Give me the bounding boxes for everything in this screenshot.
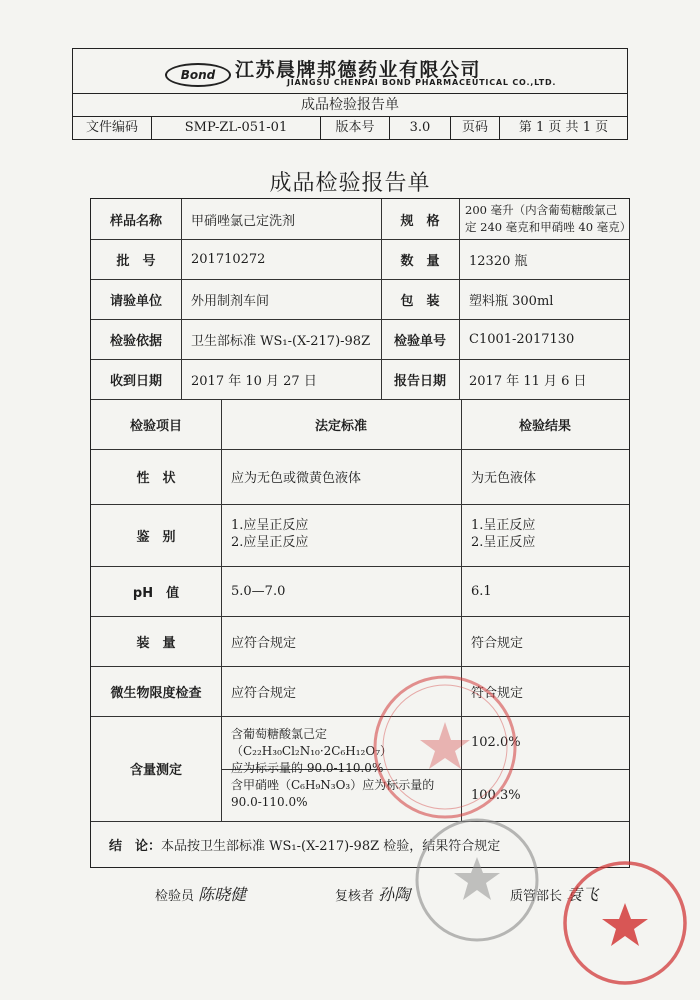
standard-identification [221,517,461,557]
standard-ident-1: 1.应呈正反应 [231,518,309,533]
standard-assay-metronidazole [221,777,461,817]
assay-mtz-line-1: 含甲硝唑（C₆H₉N₃O₃）应为标示量的 [231,778,435,792]
page-value: 第 1 页 共 1 页 [518,120,609,135]
result-assay-chlorhexidine: 102.0% [471,735,521,750]
spec-value [459,202,632,238]
version-label: 版本号 [321,117,390,139]
quality-dept-red-stamp [560,858,690,988]
item-appearance: 性 状 [136,471,176,486]
page-label: 页码 [451,117,500,139]
result-appearance: 为无色液体 [471,471,537,486]
result-fill-volume: 符合规定 [471,635,524,651]
qa-handwriting: 袁飞 [566,885,599,904]
conclusion-label: 结 论： [109,838,162,854]
qty-value: 12320 瓶 [469,253,528,269]
reviewer-handwriting: 孙陶 [378,885,411,904]
standard-microbial: 应符合规定 [231,685,297,701]
standard-ph: 5.0—7.0 [231,583,286,599]
result-ident-2: 2.呈正反应 [471,535,536,550]
doc-no: SMP-ZL-051-01 [152,117,321,139]
result-ident-1: 1.呈正反应 [471,518,536,533]
item-microbial: 微生物限度检查 [110,685,202,701]
item-assay: 含量测定 [129,763,182,778]
standard-ident-2: 2.应呈正反应 [231,535,309,550]
document-header [72,48,628,140]
conclusion-text: 本品按卫生部标准 WS₁-(X-217)-98Z 检验，结果符合规定 [161,838,501,854]
report-date-label: 报告日期 [393,373,446,389]
assay-chx-line-2: 应为标示量的 90.0-110.0% [231,761,384,775]
standard-assay-chlorhexidine [221,726,461,775]
version: 3.0 [390,117,451,139]
result-microbial: 符合规定 [471,685,524,701]
col-header-item: 检验项目 [129,418,182,434]
standard-fill-volume: 应符合规定 [231,635,297,651]
company-banner [73,49,627,94]
reviewer-signature [335,882,410,905]
report-no-value: C1001-2017130 [469,331,575,347]
standard-appearance: 应为无色或微黄色液体 [231,471,362,486]
report-date: 2017 年 11 月 6 日 [469,373,587,389]
item-identification: 鉴 别 [136,529,176,545]
form-title: 成品检验报告单 [73,94,627,117]
basis-value: 卫生部标准 WS₁-(X-217)-98Z [191,333,371,349]
inspector-handwriting: 陈晓健 [198,885,247,904]
spec-line-2: 定 240 毫克和甲硝唑 40 毫克） [465,220,632,234]
sample-name-label: 样品名称 [109,213,162,229]
col-header-result: 检验结果 [518,418,571,434]
requester-value: 外用制剂车间 [191,293,270,309]
report-title: 成品检验报告单 [269,171,431,196]
sample-name: 甲硝唑氯己定洗剂 [191,213,296,229]
reviewer-label: 复核者 [335,889,375,904]
qa-signature [510,882,598,905]
inspector-signature [155,882,246,905]
result-ph: 6.1 [471,583,492,599]
spec-line-1: 200 毫升（内含葡萄糖酸氯己 [465,203,618,217]
doc-no-label: 文件编码 [73,117,152,139]
inspector-label: 检验员 [155,889,195,904]
report-table [90,198,630,868]
company-name-en: JIANGSU CHENPAI BOND PHARMACEUTICAL CO.,LTD. [287,78,557,87]
result-identification [461,517,629,557]
batch-label: 批 号 [116,253,156,269]
received-date: 2017 年 10 月 27 日 [191,373,317,389]
spec-label: 规 格 [400,213,440,229]
package-value: 塑料瓶 300ml [469,293,554,309]
item-ph: pH 值 [132,585,180,601]
company-name-cn: 江苏晨牌邦德药业有限公司 [235,59,482,81]
report-no-label: 检验单号 [393,333,446,349]
qa-label: 质管部长 [510,889,563,904]
qty-label: 数 量 [400,253,440,269]
assay-chx-line-1: 含葡萄糖酸氯己定（C₂₂H₃₀Cl₂N₁₀·2C₆H₁₂O₇） [231,727,393,758]
received-label: 收到日期 [109,373,162,389]
company-logo: Bond [165,63,231,87]
col-header-standard: 法定标准 [314,418,367,434]
basis-label: 检验依据 [109,333,162,349]
requester-label: 请验单位 [109,293,162,309]
batch-number: 201710272 [191,251,266,267]
package-label: 包 装 [400,293,440,309]
result-assay-metronidazole: 100.3% [471,787,521,803]
item-fill-volume: 装 量 [136,635,176,651]
doc-meta-row [73,117,627,139]
conclusion [109,821,624,867]
assay-mtz-line-2: 90.0-110.0% [231,795,308,809]
